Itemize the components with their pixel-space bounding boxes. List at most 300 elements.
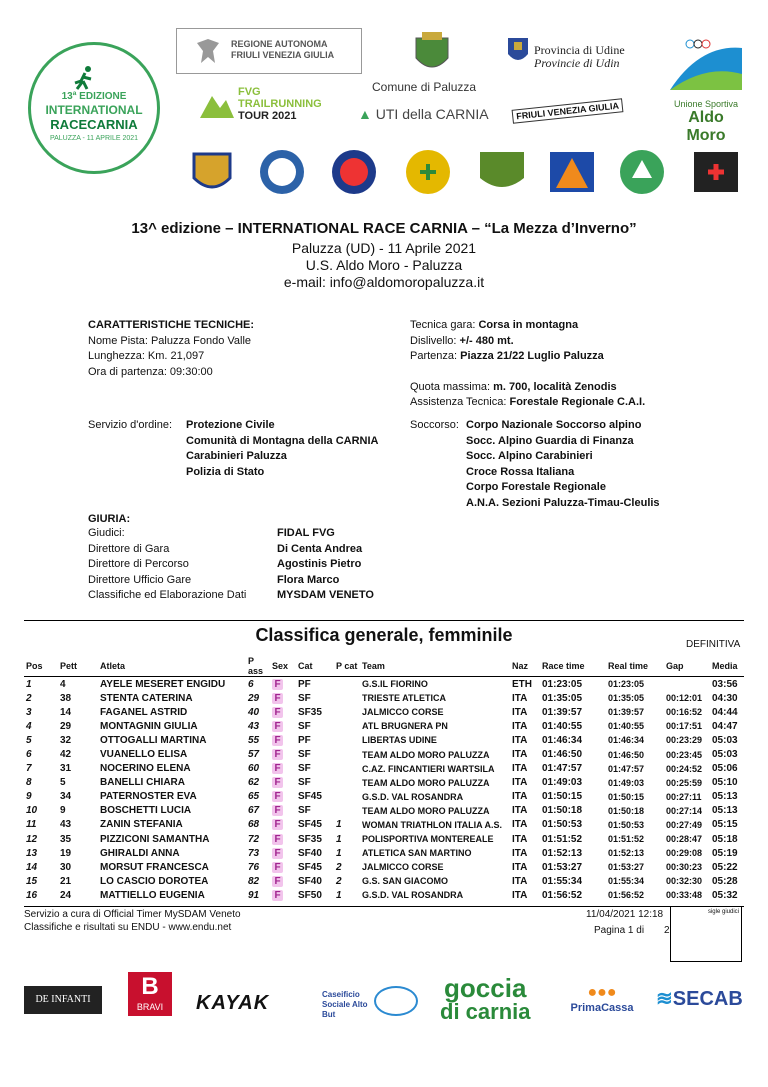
sex-badge: F [272,777,283,788]
cell-atleta: NOCERINO ELENA [100,763,191,775]
table-row [24,677,744,692]
cell-gap: 00:23:45 [666,749,703,760]
col-naz: Naz [510,656,540,677]
sex-badge: F [272,693,283,704]
cell-pos: 7 [26,763,32,775]
sponsor-secab [656,986,743,1011]
bravi-b-icon: B [141,973,159,1000]
table-row [24,747,744,761]
cell-race: 01:39:57 [542,706,583,718]
cell-team: TRIESTE ATLETICA [362,693,446,704]
servizio-list [186,418,379,480]
provincia-text [534,44,625,70]
cell-atleta: OTTOGALLI MARTINA [100,734,207,746]
cell-media: 05:13 [712,791,738,803]
cell-gap: 00:23:29 [666,735,703,746]
giuria-values [277,526,374,604]
regione-text: REGIONE AUTONOMA FRIULI VENEZIA GIULIA [231,39,335,60]
cell-media: 04:30 [712,692,738,704]
table-row [24,818,744,832]
cell-pos: 2 [26,692,32,704]
cell-cat: PF [298,678,311,690]
cell-atleta: ZANIN STEFANIA [100,819,183,831]
cell-pass: 6 [248,678,254,690]
cell-pos: 12 [26,833,38,845]
sex-badge: F [272,848,283,859]
sex-badge: F [272,862,283,873]
provincia-crest [506,36,530,66]
col-real: Real time [606,656,664,677]
col-sex: Sex [270,656,296,677]
cell-atleta: VUANELLO ELISA [100,749,188,761]
cell-atleta: MONTAGNIN GIULIA [100,720,198,732]
cell-atleta: BANELLI CHIARA [100,777,185,789]
cell-cat: SF [298,749,311,761]
signature-box: sigle giudici [670,906,742,962]
cell-sex [270,888,296,902]
sex-badge: F [272,819,283,830]
cell-sex [270,733,296,747]
col-team: Team [360,656,510,677]
table-row [24,874,744,888]
cell-pcat [334,719,360,733]
tech-lunghezza: Lunghezza: Km. 21,097 [88,350,205,362]
fvg-trailrunning-logo [198,84,358,130]
cell-pcat [334,762,360,776]
cell-media: 05:13 [712,805,738,817]
cell-real: 01:39:57 [608,707,645,718]
event-title: 13^ edizione – INTERNATIONAL RACE CARNIA – “La Mezza d’Inverno” [131,220,637,237]
table-row [24,719,744,733]
col-race: Race time [540,656,606,677]
regione-fvg-logo [176,28,362,74]
race-logo-line2: RACECARNIA [50,117,138,132]
race-carnia-logo [28,42,160,174]
cell-pcat: 1 [336,847,342,859]
dislivello-label: Dislivello: [410,334,460,347]
caseificio-icon [374,986,418,1016]
race-logo-date: PALUZZA - 11 APRILE 2021 [49,135,139,142]
cell-naz: ITA [512,889,528,901]
cell-pass: 73 [248,847,260,859]
cell-pass: 57 [248,749,260,761]
tecnica-value: Corsa in montagna [478,319,579,331]
cell-pos: 6 [26,749,32,761]
cell-sex [270,818,296,832]
runner-icon [71,65,101,91]
cell-team: JALMICCO CORSE [362,862,444,873]
race-logo-edition: 13ª EDIZIONE [61,91,127,102]
cell-pett: 30 [60,861,72,873]
cell-pett: 34 [60,791,72,803]
cell-pos: 15 [26,875,38,887]
unione-mountain-icon [670,34,742,94]
secab-text: SECAB [672,988,743,1010]
cell-gap: 00:29:08 [666,848,703,859]
cell-pett: 4 [60,678,66,690]
cell-team: TEAM ALDO MORO PALUZZA [362,777,490,788]
col-media: Media [710,656,744,677]
primacassa-text: PrimaCassa [570,1002,634,1014]
cell-team: G.S. SAN GIACOMO [362,876,449,887]
sponsor-caseificio: Caseificio Sociale Alto But [322,990,368,1019]
cell-gap: 00:33:48 [666,890,703,901]
cell-naz: ETH [512,678,532,690]
event-location: Paluzza (UD) - 11 Aprile 2021 [291,240,477,256]
cell-sex [270,705,296,719]
divider [24,620,744,621]
cell-gap: 00:28:47 [666,834,703,845]
badge-red-cross-icon [332,150,376,194]
quota-label: Quota massima: [410,380,494,393]
cell-pos: 8 [26,777,32,789]
cell-naz: ITA [512,777,528,789]
cell-gap: 00:24:52 [666,763,703,774]
mountain-icon [198,88,234,124]
cell-cat: SF35 [298,706,322,718]
giuria-heading: GIURIA: [88,513,131,525]
cell-pos: 10 [26,805,38,817]
cell-real: 01:50:18 [608,805,645,816]
cell-pcat: 1 [336,889,342,901]
cell-race: 01:23:05 [542,678,583,690]
soccorso-item: Socc. Alpino Carabinieri [466,450,593,462]
table-row [24,846,744,860]
cell-naz: ITA [512,805,528,817]
assistenza-label: Assistenza Tecnica: [410,396,510,408]
event-email: e-mail: info@aldomoropaluzza.it [283,274,485,290]
cell-gap: 00:27:49 [666,819,703,830]
cell-atleta: AYELE MESERET ENGIDU [100,678,226,690]
tecnica-label: Tecnica gara: [410,319,479,331]
soccorso-item: Socc. Alpino Guardia di Finanza [466,434,634,447]
partenza-value: Piazza 21/22 Luglio Paluzza [460,350,604,362]
servizio-item: Comunità di Montagna della CARNIA [186,434,379,447]
cell-pett: 35 [60,833,72,845]
cell-pass: 91 [248,889,260,901]
cell-sex [270,874,296,888]
table-row [24,860,744,874]
cell-pett: 21 [60,875,72,887]
cell-sex [270,762,296,776]
cell-real: 01:35:05 [608,693,645,704]
giuria-label: Direttore di Percorso [88,558,189,570]
cell-naz: ITA [512,763,528,775]
cell-sex [270,832,296,846]
cell-pett: 43 [60,819,72,831]
cell-real: 01:52:13 [608,848,645,859]
footer-line2: Classifiche e risultati su ENDU - www.endu.net [24,922,232,933]
uti-text: UTI della CARNIA [375,106,489,122]
cell-team: JALMICCO CORSE [362,707,444,718]
cell-team: LIBERTAS UDINE [362,735,437,746]
cell-gap [664,677,710,692]
cell-pass: 55 [248,734,260,746]
cell-cat: SF [298,720,311,732]
cell-team: ATL BRUGNERA PN [362,721,448,732]
cell-naz: ITA [512,819,528,831]
cell-pett: 31 [60,763,72,775]
cell-pos: 4 [26,720,32,732]
quota-value: m. 700, località Zenodis [493,380,617,393]
results-body [24,677,744,903]
servizio-item: Polizia di Stato [186,465,265,478]
event-organizer: U.S. Aldo Moro - Paluzza [305,257,463,273]
cell-race: 01:35:05 [542,692,583,704]
cell-pcat: 2 [336,875,342,887]
cell-real: 01:53:27 [608,862,645,873]
sponsor-kayak: KAYAK [196,992,270,1014]
sponsor-goccia [440,973,531,1024]
cell-media: 04:47 [712,720,738,732]
col-pett: Pett [58,656,98,677]
cell-team: G.S.D. VAL ROSANDRA [362,791,464,802]
cell-pett: 42 [60,749,72,761]
dislivello-value: +/- 480 mt. [459,334,514,347]
cell-media: 05:19 [712,847,738,859]
col-atleta: Atleta [98,656,246,677]
soccorso-item: A.N.A. Sezioni Paluzza-Timau-Cleulis [466,496,660,509]
cell-media: 05:15 [712,819,738,831]
cell-sex [270,719,296,733]
col-gap: Gap [664,656,710,677]
cell-sex [270,790,296,804]
cell-sex [270,776,296,790]
sex-badge: F [272,721,283,732]
results-table [24,656,744,903]
cell-media: 05:03 [712,734,738,746]
cell-pass: 82 [248,875,260,887]
soccorso-item: Croce Rossa Italiana [466,465,575,478]
cell-naz: ITA [512,734,528,746]
table-row [24,888,744,902]
cell-race: 01:46:50 [542,749,583,761]
cell-pcat [334,790,360,804]
badge-1-icon [194,154,230,187]
cell-sex [270,846,296,860]
soccorso-label: Soccorso: [410,419,459,431]
footer-page: Pagina 1 di [594,925,645,936]
cell-real: 01:47:57 [608,763,645,774]
tech-ora: Ora di partenza: 09:30:00 [88,365,213,378]
col-pos: Pos [24,656,58,677]
cell-pos: 11 [26,819,37,831]
cell-media: 03:56 [712,678,738,690]
cell-pass: 43 [248,720,260,732]
cell-pass: 76 [248,861,260,873]
cell-real: 01:50:15 [608,791,645,802]
fvg-l2: TRAILRUNNING [238,98,322,110]
shield-icon [506,36,530,66]
cell-cat: SF [298,805,311,817]
cell-gap: 00:27:14 [666,805,703,816]
servizio-label: Servizio d'ordine: [88,419,173,431]
sex-badge: F [272,876,283,887]
tech-pista: Nome Pista: Paluzza Fondo Valle [88,334,252,347]
sex-badge: F [272,679,283,690]
provincia-l2: Provincie di Udin [534,56,620,70]
cell-pcat [334,691,360,705]
cell-atleta: PATERNOSTER EVA [100,791,197,803]
cell-race: 01:49:03 [542,777,583,789]
race-logo-line1: INTERNATIONAL [45,103,143,117]
cell-cat: SF40 [298,847,322,859]
cell-media: 04:44 [712,706,738,718]
cell-sex [270,747,296,761]
cell-pos: 9 [26,791,32,803]
goccia-l1: goccia [444,973,527,1003]
table-row [24,733,744,747]
partenza-label: Partenza: [410,350,461,362]
classifica-title: Classifica generale, femminile [255,625,513,645]
cell-pett: 19 [60,847,72,859]
cell-race: 01:53:27 [542,861,583,873]
unione-sportiva-logo [670,34,742,144]
cell-cat: SF40 [298,875,322,887]
cell-pcat: 1 [336,819,342,831]
cell-real: 01:56:52 [608,890,645,901]
cell-naz: ITA [512,706,528,718]
cell-pass: 72 [248,833,260,845]
unione-l2: Aldo Moro [686,109,726,144]
cell-pass: 62 [248,777,260,789]
comune-crest [410,30,454,76]
cell-naz: ITA [512,875,528,887]
cell-pass: 68 [248,819,260,831]
sex-badge: F [272,763,283,774]
sex-badge: F [272,735,283,746]
footer-left [24,908,241,934]
cell-cat: PF [298,734,311,746]
cell-race: 01:46:34 [542,734,583,746]
badge-ana-icon [620,150,664,194]
giuria-value: Flora Marco [277,573,340,586]
table-row [24,804,744,818]
sex-badge: F [272,791,283,802]
cell-atleta: LO CASCIO DOROTEA [100,875,209,887]
cell-pett: 24 [60,889,72,901]
cell-race: 01:50:15 [542,791,583,803]
col-pass: P ass [246,656,270,677]
fvg-l1: FVG [238,86,261,98]
cell-atleta: MATTIELLO EUGENIA [100,889,205,901]
cell-cat: SF45 [298,791,322,803]
cell-cat: SF45 [298,861,322,873]
giuria-label: Giudici: [88,527,125,539]
cell-real: 01:46:50 [608,749,645,760]
cell-real: 01:50:53 [608,819,645,830]
cell-pcat [334,677,360,692]
cell-cat: SF [298,763,311,775]
cell-gap: 00:27:11 [666,791,702,802]
cell-real: 01:55:34 [608,876,645,887]
cell-gap: 00:25:59 [666,777,703,788]
unione-l1: Unione Sportiva [673,99,739,109]
cell-cat: SF [298,777,311,789]
cell-media: 05:22 [712,861,738,873]
sponsor-bravi [128,972,172,1016]
cell-naz: ITA [512,861,528,873]
giuria-label: Direttore di Gara [88,542,170,555]
cell-sex [270,677,296,692]
col-pcat: P cat [334,656,360,677]
cell-team: G.S.D. VAL ROSANDRA [362,890,464,901]
table-row [24,705,744,719]
col-cat: Cat [296,656,334,677]
cell-team: TEAM ALDO MORO PALUZZA [362,749,490,760]
cell-pett: 32 [60,734,72,746]
crest-icon [410,30,454,76]
cell-gap: 00:32:30 [666,876,703,887]
friuli-logo: FRIULI VENEZIA GIULIA [512,98,624,124]
cell-media: 05:32 [712,889,738,901]
cell-media: 05:28 [712,875,738,887]
tech-heading: CARATTERISTICHE TECNICHE: [88,319,255,331]
cell-pos: 1 [26,678,32,690]
soccorso-list [466,418,660,511]
giuria-labels [88,526,246,604]
cell-atleta: FAGANEL ASTRID [100,706,188,718]
table-row [24,832,744,846]
goccia-l2: di carnia [440,999,531,1024]
uti-logo [358,106,489,122]
primacassa-dots-icon: ●●● [587,984,617,1001]
sex-badge: F [272,749,283,760]
cell-pos: 3 [26,706,32,718]
badge-forestale-icon [480,152,524,187]
cell-pos: 5 [26,734,32,746]
cell-pass: 65 [248,791,260,803]
cell-pcat [334,733,360,747]
footer-pages: 2 [664,925,670,936]
eagle-icon [195,37,221,65]
cell-team: ATLETICA SAN MARTINO [362,848,472,859]
cell-media: 05:03 [712,749,738,761]
cell-race: 01:50:53 [542,819,583,831]
cell-pass: 67 [248,805,260,817]
cell-pass: 29 [248,692,260,704]
giuria-label: Direttore Ufficio Gare [88,573,192,586]
cell-race: 01:56:52 [542,889,583,901]
cell-race: 01:47:57 [542,763,583,775]
giuria-value: MYSDAM VENETO [277,589,374,601]
cell-pett: 9 [60,805,66,817]
cell-pcat [334,705,360,719]
cell-pos: 13 [26,847,38,859]
bravi-text: BRAVI [136,1002,164,1012]
cell-team: C.AZ. FINCANTIERI WARTSILA [362,763,495,774]
cell-pcat [334,804,360,818]
fvg-l3: TOUR 2021 [238,110,297,122]
cell-cat: SF35 [298,833,322,845]
cell-race: 01:52:13 [542,847,583,859]
cell-naz: ITA [512,692,528,704]
sex-badge: F [272,805,283,816]
cell-race: 01:40:55 [542,720,583,732]
asca-badge-text: ASCA [272,165,295,174]
footer-line1: Servizio a cura di Official Timer MySDAM Veneto [24,909,241,920]
cell-atleta: PIZZICONI SAMANTHA [100,833,210,845]
cell-naz: ITA [512,749,528,761]
cell-team: POLISPORTIVA MONTEREALE [362,834,494,845]
comune-text: Comune di Paluzza [372,80,477,94]
secab-wave-icon: ≋ [656,988,673,1010]
table-row [24,776,744,790]
sex-badge: F [272,707,283,718]
cell-real: 01:49:03 [608,777,645,788]
cell-pass: 40 [248,706,260,718]
assistenza-value: Forestale Regionale C.A.I. [509,396,646,408]
